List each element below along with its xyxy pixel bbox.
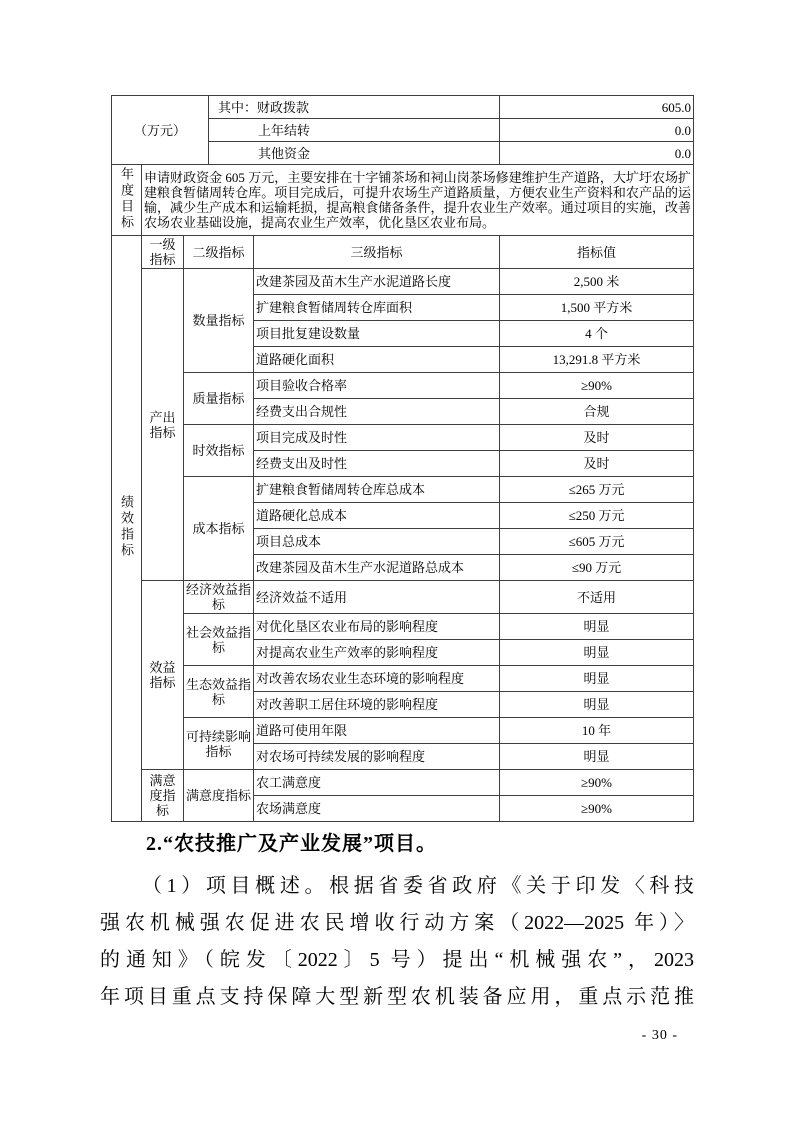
indicator-name-cell: 对优化垦区农业布局的影响程度 <box>254 614 500 640</box>
annual-goal-label-cell <box>112 165 142 236</box>
indicator-value-cell: ≥90% <box>500 373 694 399</box>
performance-header-row <box>112 236 694 269</box>
indicator-name-cell: 道路硬化面积 <box>254 347 500 373</box>
performance-section-label-cell <box>112 236 142 822</box>
indicator-value-cell: 明显 <box>500 744 694 770</box>
level1-indicator-label: 效益指标 <box>149 660 176 690</box>
performance-section-label: 绩效指标 <box>119 495 134 559</box>
indicator-value-cell: 13,291.8 平方米 <box>500 347 694 373</box>
indicator-name-cell: 项目验收合格率 <box>254 373 500 399</box>
level1-indicator-cell <box>142 770 184 822</box>
header-level2: 二级指标 <box>184 236 254 269</box>
indicator-value-cell: ≤250 万元 <box>500 503 694 529</box>
indicator-value-cell: ≤90 万元 <box>500 555 694 581</box>
indicator-value-cell: ≥90% <box>500 770 694 796</box>
funding-value-cell: 0.0 <box>500 142 694 165</box>
funding-value-cell: 0.0 <box>500 119 694 142</box>
funding-label-cell: 上年结转 <box>209 119 500 142</box>
indicator-name-cell: 项目完成及时性 <box>254 425 500 451</box>
section-heading: 2.“农技推广及产业发展”项目。 <box>146 833 437 855</box>
indicator-value-cell: 明显 <box>500 692 694 718</box>
level2-indicator-cell: 时效指标 <box>184 425 254 477</box>
indicator-value-cell: 2,500 米 <box>500 269 694 295</box>
indicator-name-cell: 对农场可持续发展的影响程度 <box>254 744 500 770</box>
level1-indicator-cell <box>142 581 184 770</box>
budget-performance-table <box>111 95 694 822</box>
funding-row <box>112 96 694 119</box>
indicator-name-cell: 扩建粮食暂储周转仓库面积 <box>254 295 500 321</box>
indicator-row <box>112 770 694 796</box>
indicator-name-cell: 改建茶园及苗木生产水泥道路长度 <box>254 269 500 295</box>
indicator-value-cell: 合规 <box>500 399 694 425</box>
indicator-name-cell: 经济效益不适用 <box>254 581 500 614</box>
level2-indicator-cell: 数量指标 <box>184 269 254 373</box>
header-level3: 三级指标 <box>254 236 500 269</box>
level2-indicator-cell: 生态效益指标 <box>184 666 254 718</box>
level1-indicator-label: 满意度指标 <box>149 773 176 818</box>
indicator-name-cell: 对改善农场农业生态环境的影响程度 <box>254 666 500 692</box>
indicator-value-cell: 1,500 平方米 <box>500 295 694 321</box>
indicator-row <box>112 614 694 640</box>
indicator-row <box>112 718 694 744</box>
level1-indicator-label: 产出指标 <box>149 409 176 440</box>
level1-indicator-cell <box>142 269 184 581</box>
header-value: 指标值 <box>500 236 694 269</box>
paragraph-line: 年项目重点支持保障大型新型农机装备应用，重点示范推 <box>100 986 694 1008</box>
indicator-name-cell: 对提高农业生产效率的影响程度 <box>254 640 500 666</box>
indicator-value-cell: ≥90% <box>500 796 694 822</box>
indicator-value-cell: 10 年 <box>500 718 694 744</box>
indicator-value-cell: 明显 <box>500 640 694 666</box>
level2-indicator-cell: 满意度指标 <box>184 770 254 822</box>
indicator-row <box>112 581 694 614</box>
annual-goal-text: 申请财政资金 605 万元，主要安排在十字铺茶场和祠山岗茶场修建维护生产道路，大圹圩农场扩建粮食暂储周转仓库。项目完成后，可提升农场生产道路质量，方便农业生产资料和农产品的运输，减少生产成本和运输耗损，提高粮食储备条件，提升农业生产效率。通过项目的实施，改善农场农业基础设施，提高农业生产效率，优化垦区农业布局。 <box>142 165 694 236</box>
indicator-value-cell: 明显 <box>500 614 694 640</box>
indicator-name-cell: 道路硬化总成本 <box>254 503 500 529</box>
indicator-name-cell: 项目总成本 <box>254 529 500 555</box>
indicator-name-cell: 改建茶园及苗木生产水泥道路总成本 <box>254 555 500 581</box>
indicator-name-cell: 项目批复建设数量 <box>254 321 500 347</box>
indicator-name-cell: 经费支出及时性 <box>254 451 500 477</box>
level2-indicator-cell: 质量指标 <box>184 373 254 425</box>
indicator-name-cell: 道路可使用年限 <box>254 718 500 744</box>
funding-value-cell: 605.0 <box>500 96 694 119</box>
indicator-row <box>112 269 694 295</box>
indicator-name-cell: 农工满意度 <box>254 770 500 796</box>
annual-goal-label: 年度目标 <box>119 166 134 231</box>
unit-label-cell: （万元） <box>112 96 209 165</box>
indicator-row <box>112 425 694 451</box>
indicator-value-cell: ≤265 万元 <box>500 477 694 503</box>
header-level1 <box>142 236 184 269</box>
indicator-name-cell: 对改善职工居住环境的影响程度 <box>254 692 500 718</box>
level2-indicator-cell: 可持续影响指标 <box>184 718 254 770</box>
level2-indicator-cell: 经济效益指标 <box>184 581 254 614</box>
annual-goal-row <box>112 165 694 236</box>
funding-label-cell: 其中：财政拨款 <box>209 96 500 119</box>
indicator-row <box>112 666 694 692</box>
level2-indicator-cell: 成本指标 <box>184 477 254 581</box>
page-number: - 30 - <box>641 1028 678 1043</box>
header-level1-label: 一级指标 <box>149 237 176 267</box>
indicator-name-cell: 经费支出合规性 <box>254 399 500 425</box>
indicator-value-cell: 及时 <box>500 425 694 451</box>
funding-label-cell: 其他资金 <box>209 142 500 165</box>
paragraph-line: 的通知》（皖发〔2022〕5 号）提出“机械强农”，2023 <box>100 949 694 971</box>
indicator-value-cell: 不适用 <box>500 581 694 614</box>
paragraph-line: （1）项目概述。根据省委省政府《关于印发〈科技 <box>142 875 694 897</box>
indicator-value-cell: 及时 <box>500 451 694 477</box>
indicator-row <box>112 373 694 399</box>
indicator-name-cell: 扩建粮食暂储周转仓库总成本 <box>254 477 500 503</box>
indicator-row <box>112 477 694 503</box>
indicator-name-cell: 农场满意度 <box>254 796 500 822</box>
indicator-value-cell: 4 个 <box>500 321 694 347</box>
level2-indicator-cell: 社会效益指标 <box>184 614 254 666</box>
paragraph-line: 强农机械强农促进农民增收行动方案（2022—2025 年）〉 <box>100 912 694 934</box>
indicator-value-cell: 明显 <box>500 666 694 692</box>
body-section <box>100 830 694 1016</box>
indicator-value-cell: ≤605 万元 <box>500 529 694 555</box>
